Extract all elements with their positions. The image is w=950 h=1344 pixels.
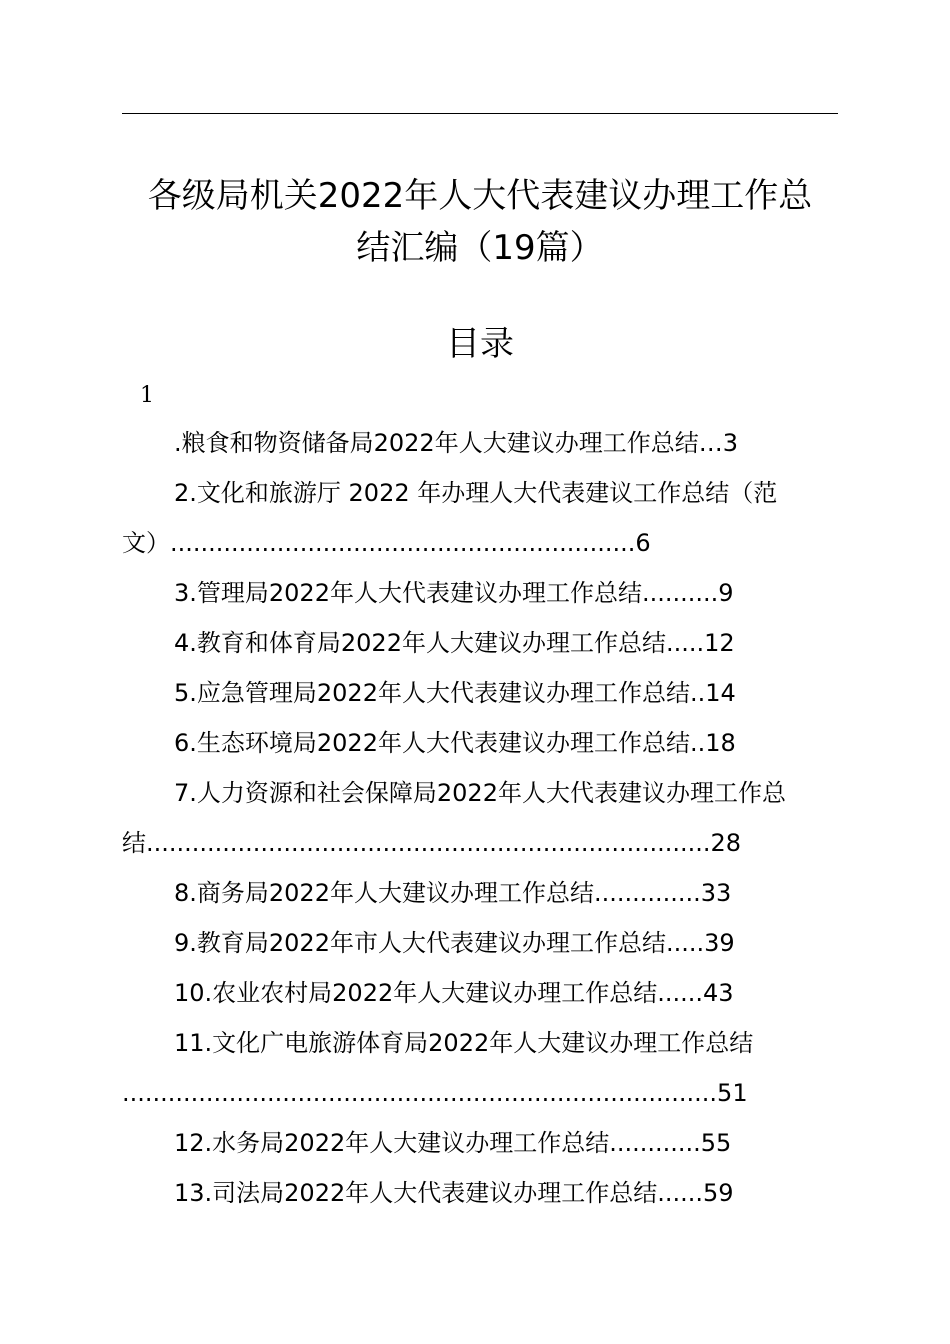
- list-marker: 1: [140, 383, 154, 408]
- toc-entry-11[interactable]: 11.文化广电旅游体育局2022年人大建议办理工作总结: [174, 1029, 754, 1057]
- toc-entry-7-continued[interactable]: 结..........................................................................28: [122, 829, 742, 857]
- toc-entry-1[interactable]: .粮食和物资储备局2022年人大建议办理工作总结…3: [174, 429, 738, 457]
- toc-entry-13[interactable]: 13.司法局2022年人大代表建议办理工作总结......59: [174, 1179, 734, 1207]
- toc-entry-9[interactable]: 9.教育局2022年市人大代表建议办理工作总结.....39: [174, 929, 735, 957]
- toc-entry-6[interactable]: 6.生态环境局2022年人大代表建议办理工作总结..18: [174, 729, 736, 757]
- toc-heading: 目录: [446, 324, 514, 364]
- toc-entry-2[interactable]: 2.文化和旅游厅 2022 年办理人大代表建议工作总结（范: [174, 479, 778, 507]
- toc-entry-12[interactable]: 12.水务局2022年人大建议办理工作总结............55: [174, 1129, 732, 1157]
- toc-entry-5[interactable]: 5.应急管理局2022年人大代表建议办理工作总结..14: [174, 679, 736, 707]
- toc-entry-11-continued[interactable]: ..............................................................................51: [122, 1079, 748, 1107]
- toc-entry-2-continued[interactable]: 文）.............................................................6: [122, 529, 651, 557]
- toc-entry-7[interactable]: 7.人力资源和社会保障局2022年人大代表建议办理工作总: [174, 779, 786, 807]
- toc-entry-10[interactable]: 10.农业农村局2022年人大建议办理工作总结......43: [174, 979, 734, 1007]
- toc-entry-8[interactable]: 8.商务局2022年人大建议办理工作总结..............33: [174, 879, 732, 907]
- header-rule: [122, 113, 838, 114]
- toc-entry-3[interactable]: 3.管理局2022年人大代表建议办理工作总结..........9: [174, 579, 734, 607]
- document-title-line-2: 结汇编（19篇）: [356, 228, 604, 268]
- document-title: [122, 170, 838, 274]
- document-title-line-1: 各级局机关2022年人大代表建议办理工作总: [147, 176, 813, 216]
- toc-entry-4[interactable]: 4.教育和体育局2022年人大建议办理工作总结.....12: [174, 629, 735, 657]
